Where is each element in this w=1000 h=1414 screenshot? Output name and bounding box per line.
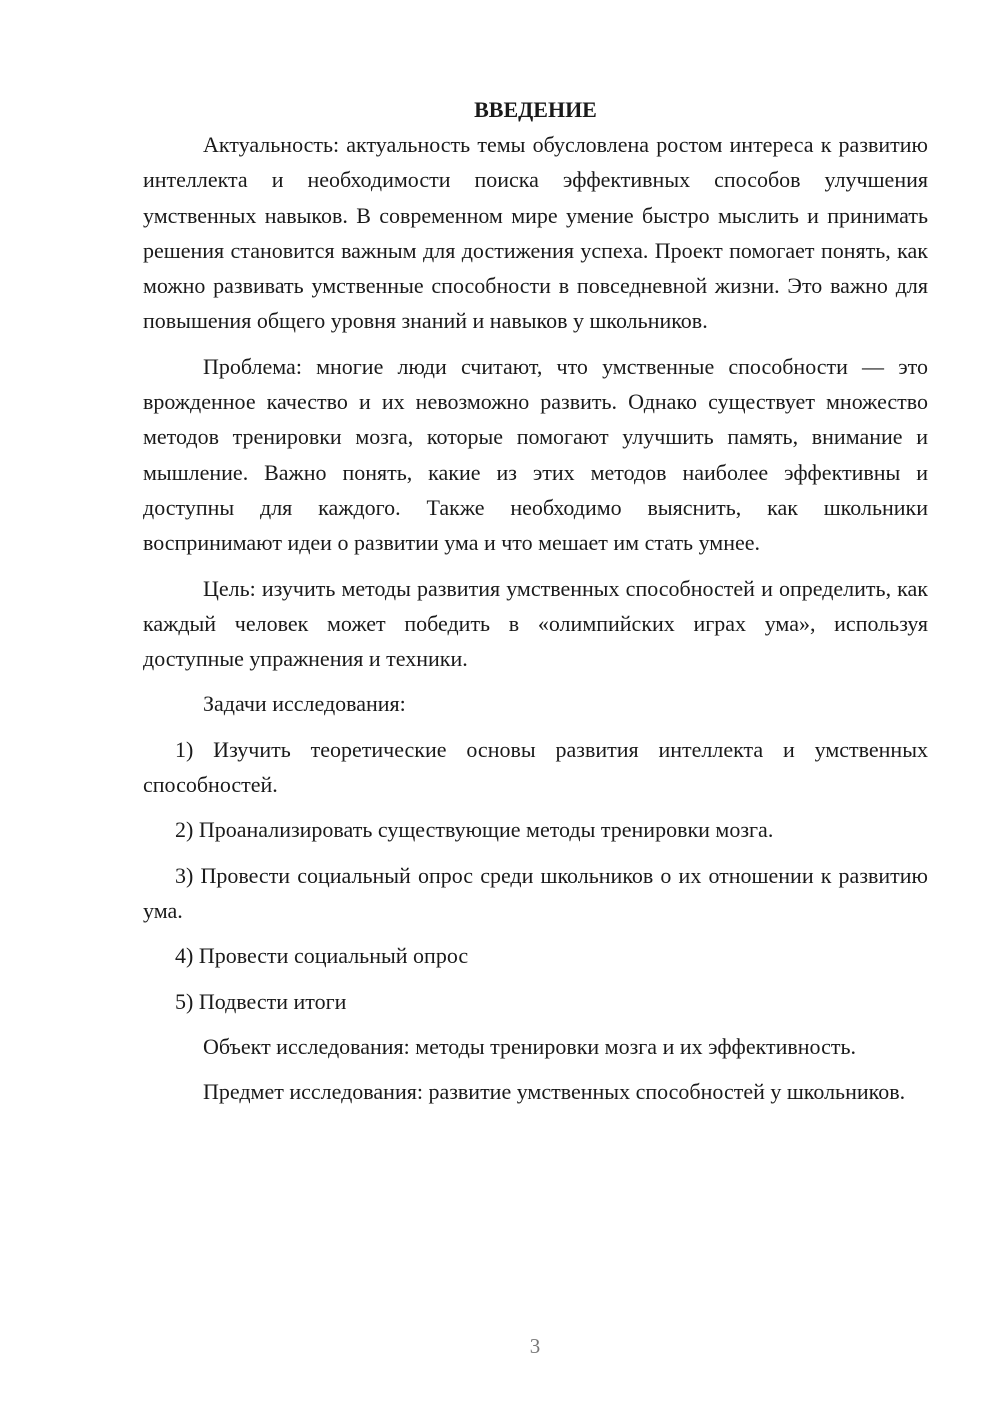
- task-item: 5) Подвести итоги: [175, 988, 347, 1014]
- goal-paragraph: Цель: изучить методы развития умственных способностей и определить, как каждый человек может победить в «олимпийских играх ума», используя доступные упражнения и техники.: [143, 575, 928, 672]
- relevance-paragraph: Актуальность: актуальность темы обусловлена ростом интереса к развитию интеллекта и необходимости поиска эффективных способов улучшения умственных навыков. В современном мире умение быстро мыслить и принимать решения становится важным для достижения успеха. Проект помогает понять, как можно развивать умственные способности в повседневной жизни. Это важно для повышения общего уровня знаний и навыков у школьников.: [143, 132, 928, 334]
- task-item: 3) Провести социальный опрос среди школьников о их отношении к развитию ума.: [143, 862, 928, 923]
- research-object-paragraph: Объект исследования: методы тренировки мозга и их эффективность.: [203, 1033, 856, 1059]
- task-item: 1) Изучить теоретические основы развития интеллекта и умственных способностей.: [143, 736, 928, 798]
- page-number: 3: [529, 1334, 541, 1358]
- section-heading: ВВЕДЕНИЕ: [474, 97, 597, 122]
- document-page: [143, 94, 928, 1119]
- task-item: 4) Провести социальный опрос: [175, 943, 469, 969]
- task-item: 2) Проанализировать существующие методы тренировки мозга.: [175, 817, 774, 843]
- problem-paragraph: Проблема: многие люди считают, что умственные способности — это врожденное качество и их невозможно развить. Однако существует множество методов тренировки мозга, которые помогают улучшить память, внимание и мышление. Важно понять, какие из этих методов наиболее эффективны и доступны для каждого. Также необходимо выяснить, как школьники воспринимают идеи о развитии ума и что мешает им стать умнее.: [143, 353, 928, 556]
- tasks-title: Задачи исследования:: [203, 691, 406, 717]
- research-subject-paragraph: Предмет исследования: развитие умственных способностей у школьников.: [203, 1079, 906, 1105]
